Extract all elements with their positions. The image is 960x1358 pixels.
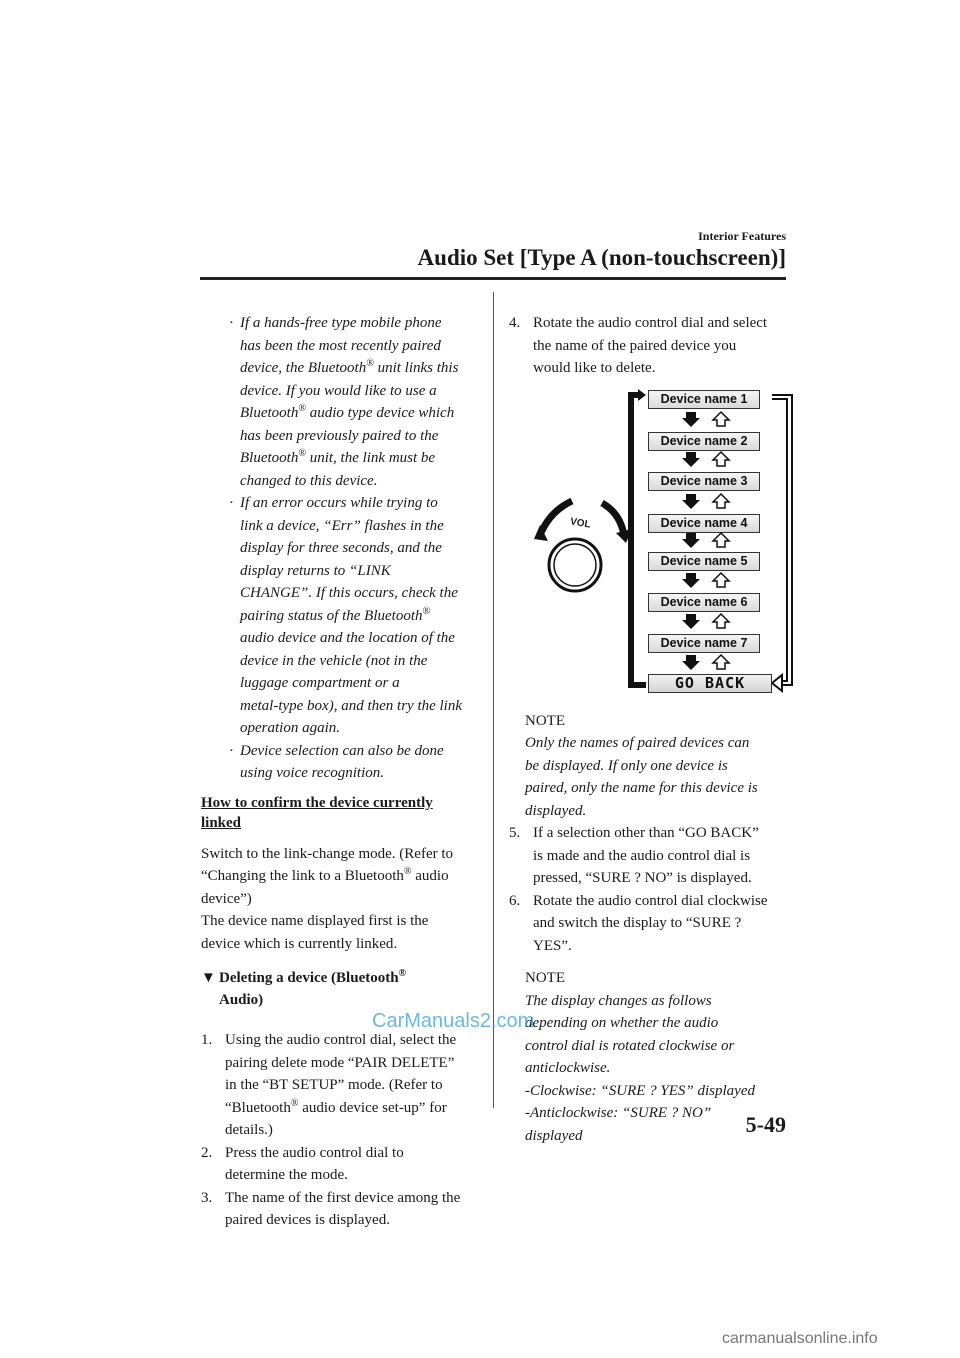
step-3 [201, 1187, 483, 1232]
text-line: Rotate the audio control dial and select [533, 315, 768, 331]
step-2 [201, 1142, 483, 1187]
step-number: 1. [201, 1032, 213, 1048]
text-line: be displayed. If only one device is [525, 757, 728, 774]
text-line: audio [411, 868, 449, 884]
heading-line: linked [201, 814, 242, 831]
text-line: audio type device which [305, 405, 455, 421]
text-line: device, the Bluetooth [240, 360, 367, 376]
text-line: CHANGE”. If this occurs, check the [240, 585, 458, 601]
text-line: -Clockwise: “SURE ? YES” displayed [525, 1082, 755, 1099]
text-line: displayed [525, 1127, 583, 1144]
delete-heading [201, 967, 483, 1011]
anticlockwise-arrow-icon [540, 501, 572, 535]
confirm-paragraph [201, 843, 483, 956]
left-column [201, 312, 483, 1232]
text-line: Bluetooth [240, 405, 299, 421]
text-line: anticlockwise. [525, 1060, 611, 1076]
text-line: depending on whether the audio [525, 1015, 719, 1031]
return-bracket-outer [772, 395, 792, 685]
bullet-dot: · [229, 315, 234, 331]
dial-inner-ring [554, 544, 596, 586]
page-number: 5-49 [745, 1112, 786, 1137]
text-line: changed to this device. [240, 472, 378, 489]
text-line: the name of the paired device you [533, 337, 737, 354]
bullet-dot: · [229, 495, 234, 511]
step-4 [509, 312, 789, 380]
text-line: audio device and the location of the [240, 630, 455, 646]
device-name-box: Device name 4 [648, 514, 760, 533]
bullet-voice [201, 740, 483, 785]
text-line: unit links this [373, 360, 459, 376]
text-line: pairing status of the Bluetooth [240, 607, 423, 624]
step-number: 4. [509, 315, 521, 331]
text-line: YES”. [533, 937, 572, 954]
arrow-head-icon [638, 389, 646, 401]
heading-line: Deleting a device (Bluetooth [219, 970, 399, 986]
triangle-down-icon: ▼ [201, 970, 216, 986]
device-name-box: Device name 7 [648, 634, 760, 653]
step-number: 6. [509, 892, 521, 909]
registered-mark: ® [398, 968, 407, 979]
text-line: is made and the audio control dial is [533, 847, 751, 864]
text-line: Press the audio control dial to [225, 1144, 404, 1161]
text-line: determine the mode. [225, 1167, 348, 1183]
registered-mark: ® [403, 866, 412, 877]
text-line: Bluetooth [240, 450, 299, 466]
text-line: “Changing the link to a Bluetooth [201, 868, 404, 884]
text-line: Switch to the link-change mode. (Refer to [201, 845, 454, 862]
clockwise-arrow-icon [602, 503, 624, 535]
text-line: Only the names of paired devices can [525, 735, 750, 751]
text-line: pairing delete mode “PAIR DELETE” [225, 1054, 455, 1071]
registered-mark: ® [422, 605, 431, 617]
heading-line: How to confirm the device currently [201, 794, 433, 811]
device-name-box: Device name 6 [648, 593, 760, 612]
text-line: link a device, “Err” flashes in the [240, 517, 444, 534]
text-line: Device selection can also be done [240, 742, 444, 759]
text-line: device”) [201, 890, 252, 907]
go-back-box: GO BACK [648, 674, 772, 693]
text-line: details.) [225, 1122, 273, 1138]
heading-line: Audio) [219, 992, 264, 1008]
confirm-heading [201, 793, 483, 833]
note-paired-names [509, 710, 789, 823]
bullet-dot: · [229, 742, 234, 759]
text-line: metal-type box), and then try the link [240, 697, 463, 714]
text-line: Using the audio control dial, select the [225, 1032, 457, 1048]
step-number: 2. [201, 1144, 213, 1161]
text-line: pressed, “SURE ? NO” is displayed. [533, 870, 752, 886]
registered-mark: ® [366, 358, 374, 369]
device-name-box: Device name 2 [648, 432, 760, 451]
note-label: NOTE [525, 712, 565, 729]
text-line: If a hands-free type mobile phone [240, 315, 442, 331]
text-line: has been previously paired to the [240, 427, 439, 444]
text-line: Rotate the audio control dial clockwise [533, 892, 768, 909]
device-name-box: Device name 3 [648, 472, 760, 491]
step-6 [509, 890, 789, 958]
page-title: Audio Set [Type A (non-touchscreen)] [417, 245, 786, 270]
text-line: and switch the display to “SURE ? [533, 915, 742, 931]
registered-mark: ® [298, 448, 306, 459]
text-line: “Bluetooth [225, 1099, 291, 1116]
footer-watermark: carmanualsonline.info [722, 1330, 878, 1347]
bullet-hands-free [201, 312, 483, 492]
text-line: in the “BT SETUP” mode. (Refer to [225, 1077, 443, 1093]
text-line: display returns to “LINK [240, 562, 391, 579]
text-line: would like to delete. [533, 360, 656, 376]
step-5 [509, 822, 789, 890]
device-select-diagram [520, 385, 800, 697]
text-line: paired, only the name for this device is [525, 780, 758, 796]
text-line: The device name displayed first is the [201, 913, 429, 929]
text-line: The display changes as follows [525, 992, 712, 1009]
text-line: device in the vehicle (not in the [240, 652, 428, 669]
device-name-box: Device name 1 [648, 390, 760, 409]
step-number: 3. [201, 1189, 213, 1206]
note-label: NOTE [525, 970, 565, 986]
text-line: displayed. [525, 802, 587, 819]
text-line: device. If you would like to use a [240, 382, 437, 399]
text-line: operation again. [240, 720, 340, 736]
text-line: control dial is rotated clockwise or [525, 1037, 735, 1054]
scroll-down-bracket [631, 395, 646, 685]
text-line: luggage compartment or a [240, 675, 400, 691]
text-line: If a selection other than “GO BACK” [533, 825, 759, 841]
registered-mark: ® [298, 403, 306, 414]
text-line: unit, the link must be [305, 450, 436, 466]
device-name-box: Device name 5 [648, 552, 760, 571]
registered-mark: ® [290, 1097, 299, 1109]
vol-label: VOL [569, 516, 592, 531]
text-line: display for three seconds, and the [240, 540, 442, 556]
text-line: paired devices is displayed. [225, 1212, 390, 1228]
return-arrow-icon [772, 675, 782, 691]
text-line: device which is currently linked. [201, 935, 398, 952]
text-line: has been the most recently paired [240, 337, 441, 354]
section-label: Interior Features [698, 229, 786, 243]
bullet-error [201, 492, 483, 740]
column-divider [493, 292, 494, 1108]
watermark: CarManuals2.com [372, 1010, 535, 1032]
text-line: using voice recognition. [240, 765, 384, 781]
text-line: audio device set-up” for [298, 1099, 447, 1116]
step-1 [201, 1029, 483, 1142]
step-number: 5. [509, 825, 521, 841]
return-bracket-inner [772, 399, 787, 681]
text-line: -Anticlockwise: “SURE ? NO” [525, 1105, 712, 1121]
text-line: The name of the first device among the [225, 1189, 461, 1206]
header-rule [200, 277, 786, 280]
text-line: If an error occurs while trying to [240, 495, 438, 511]
